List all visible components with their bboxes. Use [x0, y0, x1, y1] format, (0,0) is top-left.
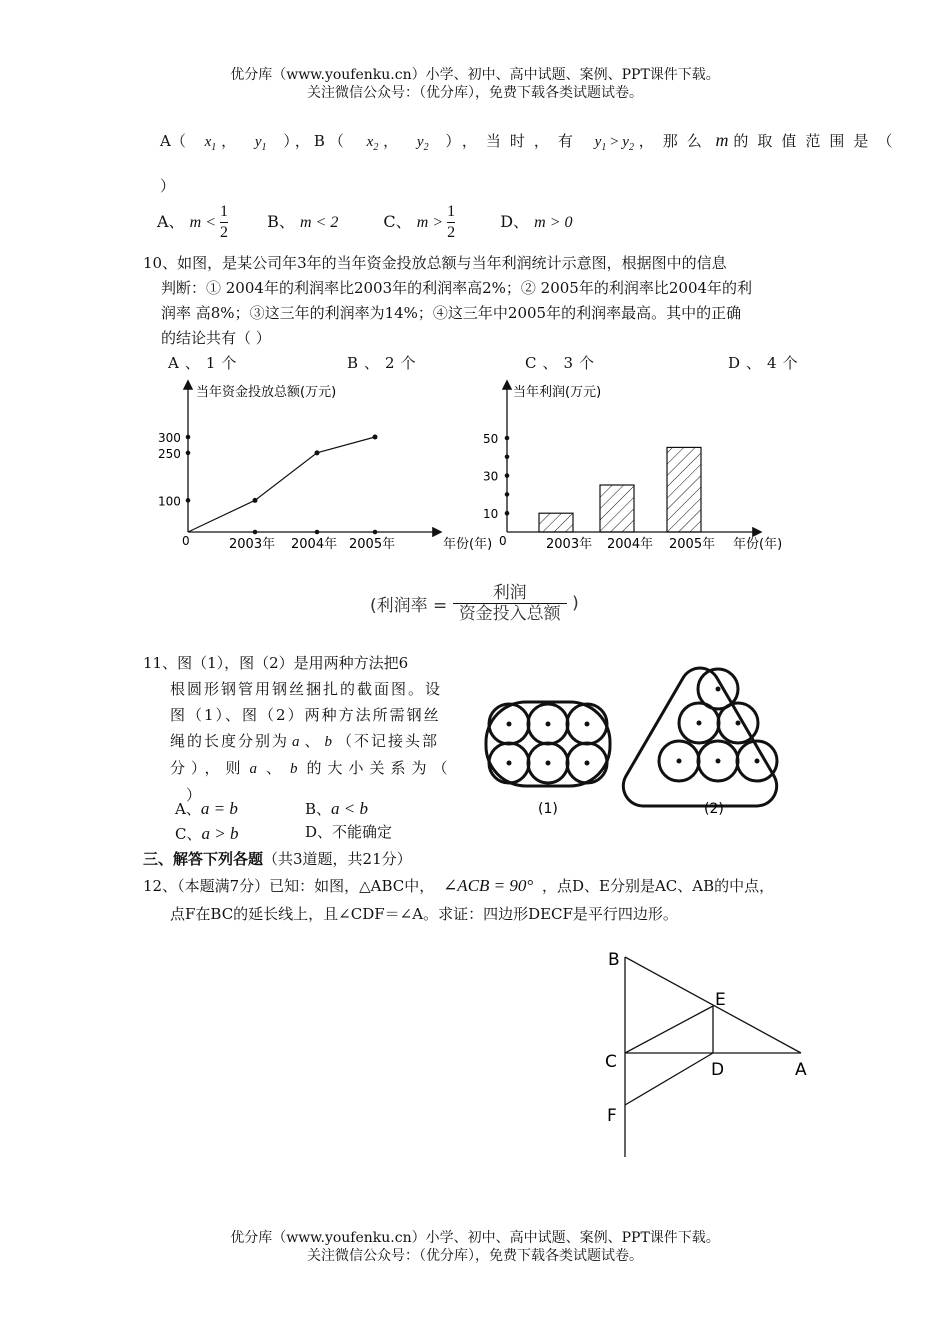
line-df [625, 1053, 713, 1105]
chart2-origin: 0 [499, 534, 507, 548]
chart1-xtick-label: 2004年 [291, 537, 338, 552]
header-line-1: 优分库（www.youfenku.cn）小学、初中、高中试题、案例、PPT课件下载。 [230, 67, 720, 83]
chart1-ytick-dot [186, 451, 191, 456]
figure-2-triangular-bundle [623, 668, 777, 806]
header [0, 66, 950, 102]
y2: $y_2$ [416, 134, 429, 153]
q10-line-3: 润率 高8%；③这三年的利润率为14%；④这三年中2005年的利润率最高。其中的正确 [161, 304, 742, 322]
chart1-data-point [315, 450, 320, 455]
q11-option-d: D、不能确定 [305, 823, 393, 841]
footer [0, 1229, 950, 1265]
chart1-data-point [373, 435, 378, 440]
q11-line-6: ） [186, 786, 202, 804]
label-e: E [715, 990, 726, 1010]
chart2-minor-tick [505, 455, 510, 460]
chart2-bar [667, 447, 701, 532]
chart2-minor-tick [505, 492, 510, 497]
q9-option-b: B、 m < 2 [267, 212, 339, 231]
x2: $x_2$ [366, 134, 379, 153]
q11-option-c: C、a > b [175, 824, 239, 843]
chart1-data-point [253, 498, 258, 503]
chart2-ytick-label: 50 [483, 432, 499, 446]
chart2-xlabel: 年份(年) [733, 537, 783, 552]
chart2-ytick-label: 10 [483, 507, 499, 522]
q11-line-5: 分），则 a 、 b 的大小关系为（ [170, 759, 454, 777]
y1: $y_1$ [254, 134, 267, 153]
q11-option-a: A、a = b [175, 799, 238, 818]
q11-line-2: 根圆形钢管用钢丝捆扎的截面图。设 [170, 680, 443, 698]
q10-line-1: 10、如图，是某公司年3年的当年资金投放总额与当年利润统计示意图，根据图中的信息 [143, 254, 727, 272]
q10-option-b: B、2个 [347, 354, 422, 372]
q9-stem [160, 130, 901, 153]
q10-line-4: 的结论共有（ ） [161, 329, 271, 347]
chart2-ytick-dot [505, 473, 510, 478]
q9-option-d: D、 m > 0 [500, 212, 573, 231]
chart1-xtick-dot [253, 530, 258, 535]
label-f: F [607, 1106, 617, 1126]
chart2-xtick-label: 2005年 [669, 537, 716, 552]
chart1-origin: 0 [182, 534, 190, 548]
chart2-xtick-label: 2003年 [546, 537, 593, 552]
chart2-xtick-label: 2004年 [607, 537, 654, 552]
q9-comma-1: ， [221, 132, 237, 150]
section-3-heading [143, 848, 412, 869]
q11-line-3: 图（1）、图（2）两种方法所需钢丝 [170, 706, 441, 724]
formula-close: ) [572, 593, 579, 614]
chart1-ytick-dot [186, 498, 191, 503]
q11-option-b: B、a < b [305, 799, 369, 818]
q9-text-e: 的取值范围是（ [733, 132, 902, 150]
label-c: C [605, 1052, 617, 1072]
q11-line-4: 绳的长度分别为 a 、 b （不记接头部 [170, 732, 440, 750]
chart1-xtick-dot [373, 530, 378, 535]
q9-options [157, 202, 573, 243]
angle-acb: ∠ACB = 90° [443, 876, 534, 895]
chart1-ytick-label: 100 [158, 494, 181, 509]
q11-line-1: 11、图（1），图（2）是用两种方法把6 [143, 654, 409, 672]
q9-condition: $y_1 > y_2$ [594, 134, 634, 153]
chart1-ytick-label: 250 [158, 446, 181, 461]
investment-line-chart [158, 382, 492, 552]
formula-lhs: (利润率 = [370, 596, 448, 616]
x1: $x_1$ [204, 134, 217, 153]
chart1-series-line [188, 437, 375, 532]
q9-text-b: ），B（ [283, 132, 348, 150]
q9-text-c: ），当时，有 [445, 132, 582, 150]
q11-stem [143, 650, 454, 808]
chart1-title: 当年资金投放总额(万元) [196, 385, 337, 400]
header-line-2: 关注微信公众号：（优分库），免费下载各类试题试卷。 [307, 85, 643, 101]
profit-rate-formula [370, 583, 579, 624]
q9-text-d: ，那么 [638, 132, 711, 150]
chart1-ytick-label: 300 [158, 431, 181, 445]
line-ce [625, 1006, 713, 1053]
q10-stem [143, 251, 752, 351]
chart2-bar [539, 513, 573, 532]
q12-line-1: 12、（本题满7分）已知：如图，△ABC中， ∠ACB = 90° ，点D、E分别是AC、AB的中点， [143, 876, 775, 895]
m-var: m [715, 130, 729, 150]
label-a: A [795, 1060, 807, 1080]
q10-option-c: C、3个 [525, 354, 601, 372]
chart1-xtick-dot [315, 530, 320, 535]
q9-close-paren: ） [160, 177, 176, 195]
chart1-xtick-label: 2003年 [229, 537, 276, 552]
triangle-figure [598, 945, 818, 1165]
chart2-ytick-label: 30 [483, 469, 499, 484]
pipe-figures [478, 655, 798, 820]
profit-bar-chart [483, 382, 782, 552]
section-3-title: 三、解答下列各题 [143, 850, 264, 868]
section-3-suffix: （共3道题，共21分） [263, 850, 412, 868]
chart2-title: 当年利润(万元) [513, 385, 602, 400]
formula-numerator: 利润 [453, 583, 567, 604]
q12-line-2: 点F在BC的延长线上，且∠CDF＝∠A。求证：四边形DECF是平行四边形。 [170, 905, 678, 923]
chart1-xtick-label: 2005年 [349, 537, 396, 552]
label-b: B [608, 950, 620, 970]
chart1-ytick-dot [186, 435, 191, 440]
q10-option-a: A、1个 [168, 354, 243, 372]
figure-1-rectangular-bundle [486, 702, 610, 786]
q10-charts [150, 370, 830, 560]
fig2-label: (2) [704, 801, 724, 817]
q9-option-c: C、 m > $\frac{1}{2}$ [383, 203, 456, 241]
q12-stem [143, 872, 774, 928]
label-d: D [711, 1060, 725, 1080]
footer-line-1: 优分库（www.youfenku.cn）小学、初中、高中试题、案例、PPT课件下载。 [230, 1230, 720, 1246]
q10-line-2: 判断：① 2004年的利润率比2003年的利润率高2%；② 2005年的利润率比2004年的利 [161, 279, 753, 297]
chart1-xlabel: 年份(年) [443, 537, 493, 552]
q9-text-a: A（ [160, 132, 186, 150]
formula-fraction [453, 583, 567, 624]
q10-option-d: D、4个 [728, 354, 804, 372]
chart2-ytick-dot [505, 436, 510, 441]
q9-option-a: A、 m < $\frac{1}{2}$ [157, 203, 229, 241]
chart2-bar [600, 485, 634, 532]
chart2-ytick-dot [505, 511, 510, 516]
q9-comma-2: ， [383, 132, 399, 150]
fig1-label: (1) [538, 801, 558, 817]
formula-denominator: 资金投入总额 [458, 604, 561, 624]
footer-line-2: 关注微信公众号：（优分库），免费下载各类试题试卷。 [307, 1248, 643, 1264]
